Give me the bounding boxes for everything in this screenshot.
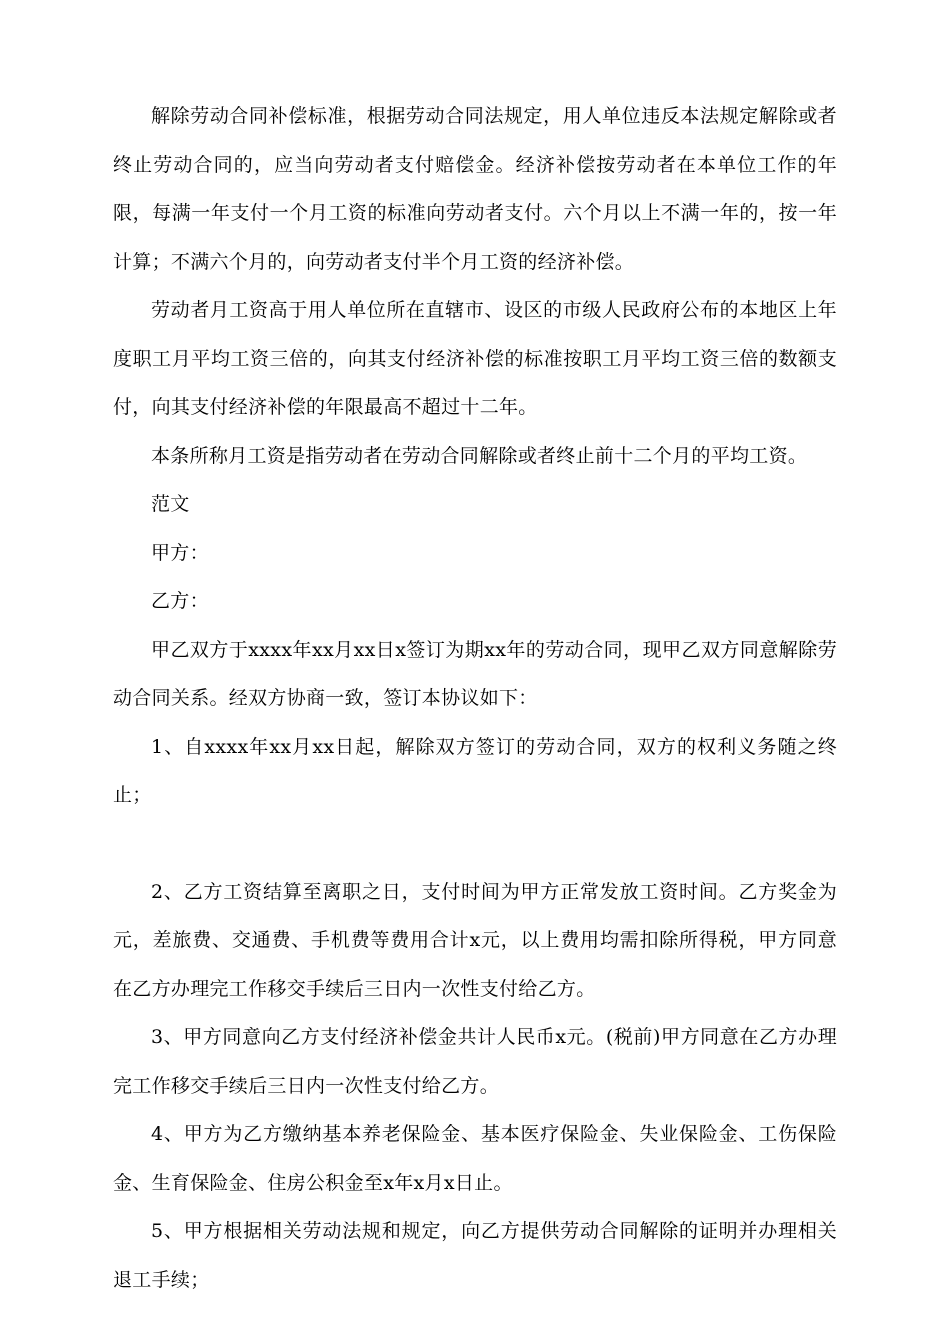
- document-page: [113, 92, 837, 1304]
- section-heading-sample: 范文: [151, 493, 190, 515]
- party-b-label: 乙方：: [151, 590, 209, 612]
- paragraph-monthly-wage-definition: 本条所称月工资是指劳动者在劳动合同解除或者终止前十二个月的平均工资。: [151, 444, 808, 467]
- clause-2: 2、乙方工资结算至离职之日，支付时间为甲方正常发放工资时间。乙方奖金为元，差旅费、交通费、手机费等费用合计x元，以上费用均需扣除所得税，甲方同意在乙方办理完工作移交手续后三日内一次性支付给乙方。: [113, 880, 837, 1000]
- paragraph-compensation-standard: 解除劳动合同补偿标准，根据劳动合同法规定，用人单位违反本法规定解除或者终止劳动合同的，应当向劳动者支付赔偿金。经济补偿按劳动者在本单位工作的年限，每满一年支付一个月工资的标准向劳动者支付。六个月以上不满一年的，按一年计算；不满六个月的，向劳动者支付半个月工资的经济补偿。: [113, 105, 837, 273]
- clause-1: 1、自xxxx年xx月xx日起，解除双方签订的劳动合同，双方的权利义务随之终止；: [113, 735, 837, 806]
- blank-line: [113, 820, 837, 868]
- party-a-label: 甲方：: [151, 541, 209, 564]
- paragraph-agreement-intro: 甲乙双方于xxxx年xx月xx日x签订为期xx年的劳动合同，现甲乙双方同意解除劳动合同关系。经双方协商一致，签订本协议如下：: [113, 638, 837, 709]
- clause-3: 3、甲方同意向乙方支付经济补偿金共计人民币x元。(税前)甲方同意在乙方办理完工作移交手续后三日内一次性支付给乙方。: [113, 1026, 837, 1097]
- clause-5: 5、甲方根据相关劳动法规和规定，向乙方提供劳动合同解除的证明并办理相关退工手续；: [113, 1220, 837, 1291]
- clause-4: 4、甲方为乙方缴纳基本养老保险金、基本医疗保险金、失业保险金、工伤保险金、生育保险金、住房公积金至x年x月x日止。: [113, 1123, 837, 1194]
- paragraph-high-wage-rule: 劳动者月工资高于用人单位所在直辖市、设区的市级人民政府公布的本地区上年度职工月平均工资三倍的，向其支付经济补偿的标准按职工月平均工资三倍的数额支付，向其支付经济补偿的年限最高不超过十二年。: [113, 299, 837, 418]
